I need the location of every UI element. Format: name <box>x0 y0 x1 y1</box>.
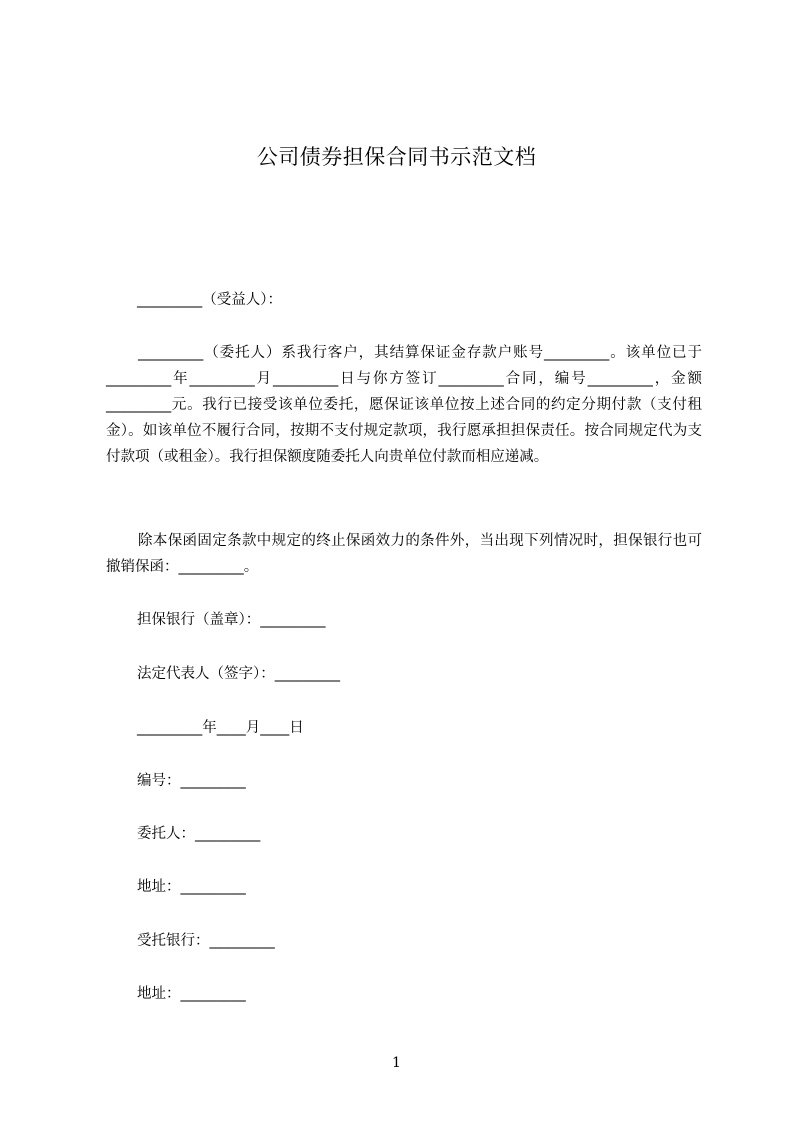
salutation: _________（受益人）： <box>137 292 282 308</box>
paragraph-entrustment: _________（委托人）系我行客户，其结算保证金存款户账号_________。该单位已于_________年_________月_________日与你方签订_________合同，编号_________，金额_________元。我行已接受该单位委托，愿保证该单位按上述合同的约定分期付款（支付租金）。如该单位不履行合同，按期不支付规定款项，我行愿承担担保责任。按合同规定代为支付款项（或租金）。我行担保额度随委托人向贵单位付款而相应递减。 <box>106 345 702 465</box>
field-guarantor-bank-seal: 担保银行（盖章）：_________ <box>137 612 326 628</box>
field-principal: 委托人：_________ <box>137 826 261 842</box>
page-number: 1 <box>392 1055 401 1071</box>
paragraph-revocation: 除本保函固定条款中规定的终止保函效力的条件外，当出现下列情况时，担保银行也可撤销保函：_________。 <box>106 533 702 575</box>
field-number: 编号：_________ <box>137 773 246 789</box>
field-date: _________年____月____日 <box>137 720 304 736</box>
field-legal-representative: 法定代表人（签字）：_________ <box>137 666 340 682</box>
field-entrusted-bank: 受托银行：_________ <box>137 933 275 949</box>
field-address-1: 地址：_________ <box>137 879 246 895</box>
document-title: 公司债券担保合同书示范文档 <box>256 145 537 169</box>
field-address-2: 地址：_________ <box>137 986 246 1002</box>
